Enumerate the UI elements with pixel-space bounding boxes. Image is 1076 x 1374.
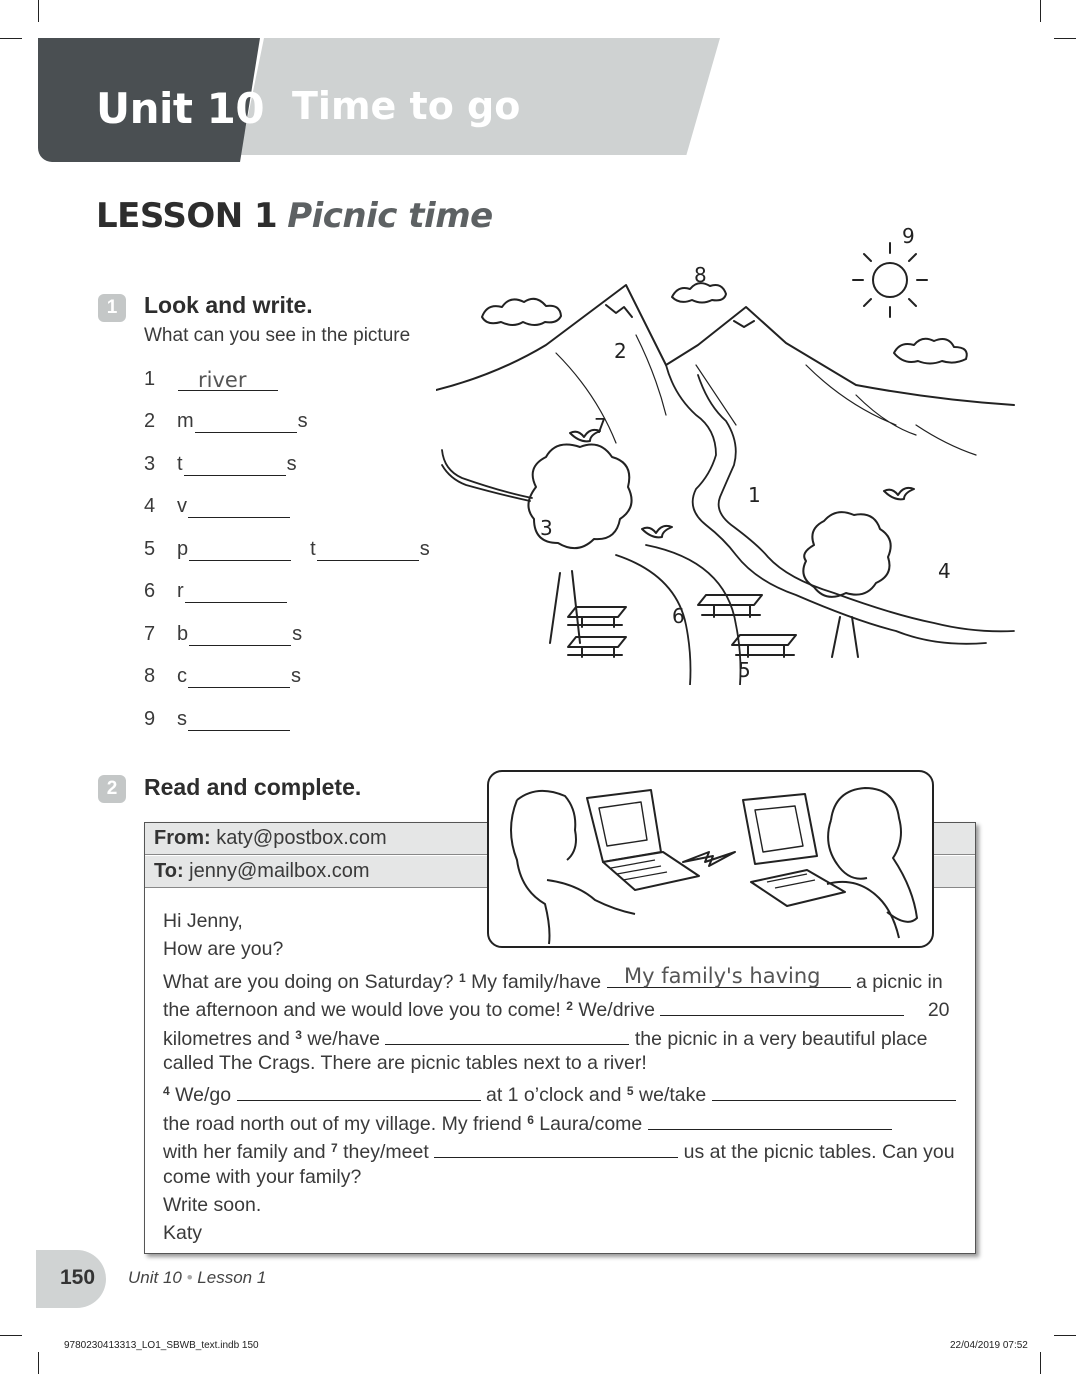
- lesson-label: LESSON 1: [96, 196, 278, 236]
- letter-hint: s: [419, 538, 430, 560]
- letter-hint: r: [177, 580, 184, 602]
- email-text: the picnic in a very beautiful place: [634, 1027, 928, 1050]
- exercise-title: Read and complete.: [144, 774, 362, 800]
- email-text: a picnic in: [855, 970, 943, 993]
- answer-blank[interactable]: [189, 540, 291, 561]
- from-value: katy@postbox.com: [216, 827, 387, 849]
- picture-label: 3: [540, 516, 553, 540]
- letter-hint: t: [310, 538, 316, 560]
- answer-blank[interactable]: [317, 540, 419, 561]
- laptop-icon: [743, 794, 817, 864]
- email-line: [163, 1134, 973, 1162]
- unit-label: Unit 10: [96, 84, 265, 133]
- email-text: kilometres and: [163, 1027, 290, 1050]
- answer-blank[interactable]: [184, 455, 286, 476]
- question-number: 6: [144, 580, 156, 602]
- email-line: [163, 1021, 973, 1049]
- exercise-title: Look and write.: [144, 292, 313, 318]
- crop-mark: [1054, 38, 1076, 39]
- picture-label: 8: [694, 263, 707, 287]
- exercise-number: 1: [98, 294, 126, 322]
- answer-blank[interactable]: [237, 1080, 481, 1101]
- cloud-icon: [482, 299, 561, 325]
- answer-blank[interactable]: [188, 667, 290, 688]
- prompt-text: We/drive: [578, 999, 655, 1022]
- question-number: 1: [144, 368, 156, 390]
- letter-hint: s: [177, 708, 187, 730]
- email-line: called The Crags. There are picnic tables next to a river!: [163, 1051, 647, 1074]
- crop-mark: [38, 1352, 39, 1374]
- prompt-text: we/take: [639, 1084, 707, 1107]
- to-label: To:: [154, 860, 184, 882]
- picture-label: 9: [902, 225, 915, 248]
- tree-icon: [803, 512, 890, 597]
- picture-label: 1: [748, 483, 761, 507]
- question-number: 8: [144, 665, 156, 687]
- unit-title: Time to go: [292, 84, 521, 128]
- letter-hint: t: [177, 453, 183, 475]
- letter-hint: c: [177, 665, 187, 687]
- gap-number: 6: [527, 1112, 534, 1127]
- picture-label: 7: [594, 414, 607, 438]
- letter-hint: s: [297, 410, 308, 432]
- landscape-illustration: [436, 225, 1016, 685]
- letter-hint: v: [177, 495, 187, 517]
- picture-label: 6: [672, 604, 685, 628]
- crop-mark: [1040, 1352, 1041, 1374]
- page-number: 150: [60, 1266, 96, 1289]
- email-text: the road north out of my village. My friend: [163, 1112, 522, 1135]
- answer-blank[interactable]: [188, 497, 290, 518]
- email-text: 20: [927, 999, 950, 1022]
- answer-blank[interactable]: [189, 625, 291, 646]
- email-line: [163, 1106, 973, 1134]
- mountain-outline: [436, 285, 1014, 405]
- exercise-instruction: What can you see in the picture: [144, 325, 411, 346]
- footer-reference: [128, 1268, 266, 1288]
- picture-label: 2: [614, 339, 627, 363]
- handwritten-answer: My family's having: [624, 964, 821, 988]
- prompt-text: My family/have: [471, 970, 602, 993]
- prompt-text: they/meet: [343, 1141, 429, 1164]
- footer-lesson: Lesson 1: [197, 1268, 267, 1287]
- question-number: 4: [144, 495, 156, 517]
- letter-hint: p: [177, 538, 189, 560]
- handwritten-answer: river: [198, 368, 247, 392]
- gap-number: 7: [331, 1141, 338, 1156]
- answer-blank[interactable]: [434, 1137, 678, 1158]
- print-file-info: 9780230413313_LO1_SBWB_text.indb 150: [64, 1340, 259, 1351]
- from-label: From:: [154, 827, 211, 849]
- letter-hint: m: [177, 410, 194, 432]
- footer-separator: •: [186, 1268, 193, 1287]
- email-text: the afternoon and we would love you to come!: [163, 999, 561, 1022]
- prompt-text: We/go: [175, 1084, 232, 1107]
- answer-blank[interactable]: [195, 412, 297, 433]
- prompt-text: Laura/come: [539, 1112, 643, 1135]
- lesson-title: Picnic time: [287, 196, 493, 236]
- letter-hint: b: [177, 623, 189, 645]
- letter-hint: s: [286, 453, 297, 475]
- email-body: [163, 907, 973, 1248]
- picture-label: 5: [738, 658, 751, 682]
- email-line: [163, 1077, 973, 1105]
- answer-blank[interactable]: [185, 582, 287, 603]
- gap-number: 3: [295, 1027, 302, 1042]
- answer-blank[interactable]: [188, 710, 290, 731]
- gap-number: 1: [458, 970, 466, 985]
- to-value: jenny@mailbox.com: [189, 860, 370, 882]
- email-text: at 1 o’clock and: [485, 1084, 622, 1107]
- gap-number: 2: [566, 999, 573, 1014]
- email-line: Katy: [163, 1222, 203, 1245]
- crop-mark: [1040, 0, 1041, 22]
- answer-blank[interactable]: [385, 1024, 629, 1045]
- letter-hint: s: [292, 623, 303, 645]
- email-text: us at the picnic tables. Can you: [683, 1141, 955, 1164]
- gap-number: 5: [626, 1084, 634, 1099]
- answer-blank[interactable]: [648, 1109, 892, 1130]
- question-number: 5: [144, 538, 156, 560]
- picture-label: 4: [938, 559, 951, 583]
- footer-unit: Unit 10: [128, 1268, 182, 1287]
- question-number: 3: [144, 453, 156, 475]
- question-number: 2: [144, 410, 156, 432]
- print-date-info: 22/04/2019 07:52: [950, 1340, 1028, 1351]
- email-text: with her family and: [163, 1141, 326, 1164]
- prompt-text: we/have: [307, 1027, 380, 1050]
- email-line: Write soon.: [163, 1193, 262, 1216]
- question-number: 7: [144, 623, 156, 645]
- email-text: What are you doing on Saturday?: [163, 970, 454, 993]
- question-number: 9: [144, 708, 156, 730]
- email-line: [163, 992, 973, 1020]
- laptops-illustration: [487, 770, 934, 948]
- exercise-number: 2: [98, 775, 126, 803]
- gap-number: 4: [163, 1084, 170, 1099]
- bird-icon: [642, 526, 672, 537]
- email-line: come with your family?: [163, 1165, 362, 1188]
- crop-mark: [0, 38, 22, 39]
- crop-mark: [1054, 1335, 1076, 1336]
- answer-blank[interactable]: [712, 1080, 956, 1101]
- lesson-heading: [96, 196, 493, 236]
- letter-hint: s: [291, 665, 301, 687]
- email-line: Hi Jenny,: [163, 910, 243, 932]
- bird-icon: [884, 488, 914, 499]
- crop-mark: [0, 1335, 22, 1336]
- crop-mark: [38, 0, 39, 22]
- email-line: How are you?: [163, 938, 284, 961]
- cloud-icon: [894, 339, 967, 364]
- answer-blank[interactable]: [660, 995, 904, 1016]
- email-line: [163, 964, 973, 992]
- sun-icon: [853, 243, 927, 317]
